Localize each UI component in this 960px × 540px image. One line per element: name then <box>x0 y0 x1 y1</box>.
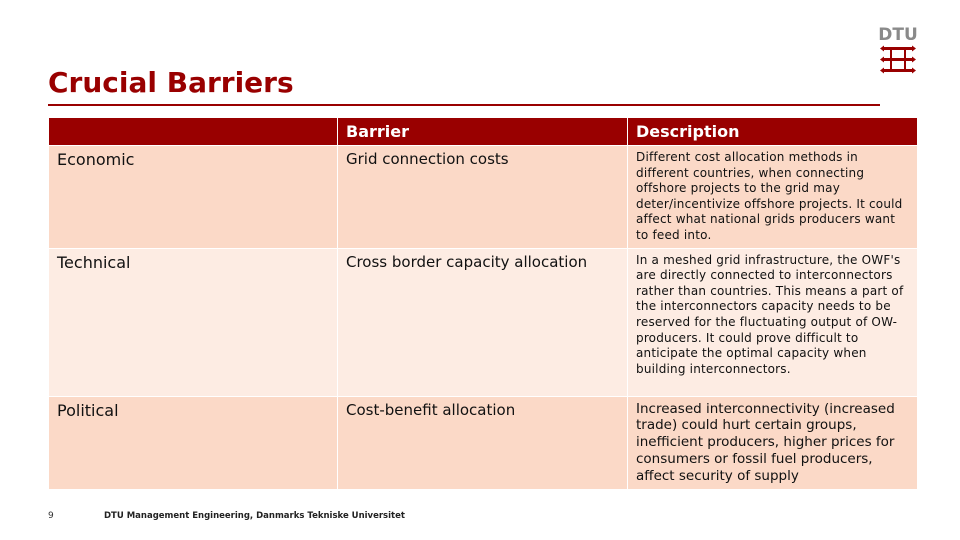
row-description: Different cost allocation methods in different countries, when connecting offshore projects to the grid may deter/incentivize offshore projects. It could affect what national grids producers want to feed into. <box>628 146 918 249</box>
logo-text: DTU <box>878 25 918 45</box>
row-description: In a meshed grid infrastructure, the OWF's are directly connected to interconnectors rather than countries. This means a part of the interconnectors capacity needs to be reserved for the fluctuating output of OW-producers. It could prove difficult to anticipate the optimal capacity when building interconnectors. <box>628 248 918 396</box>
row-category: Technical <box>49 248 338 396</box>
row-category: Economic <box>49 146 338 249</box>
header-category <box>49 118 338 146</box>
barriers-table <box>48 117 918 490</box>
table-row <box>49 146 918 249</box>
dtu-logo-icon <box>878 20 918 80</box>
footer-text: DTU Management Engineering, Danmarks Tekniske Universitet <box>104 511 405 521</box>
table-row <box>49 396 918 489</box>
page-number: 9 <box>48 511 54 521</box>
row-barrier: Cross border capacity allocation <box>338 248 628 396</box>
row-barrier: Cost-benefit allocation <box>338 396 628 489</box>
header-barrier: Barrier <box>338 118 628 146</box>
row-description: Increased interconnectivity (increased trade) could hurt certain groups, inefficient producers, higher prices for consumers or fossil fuel producers, affect security of supply <box>628 396 918 489</box>
table-row <box>49 248 918 396</box>
row-barrier: Grid connection costs <box>338 146 628 249</box>
title-underline <box>48 104 880 106</box>
slide-title: Crucial Barriers <box>48 66 294 99</box>
header-description: Description <box>628 118 918 146</box>
table-header-row <box>49 118 918 146</box>
row-category: Political <box>49 396 338 489</box>
